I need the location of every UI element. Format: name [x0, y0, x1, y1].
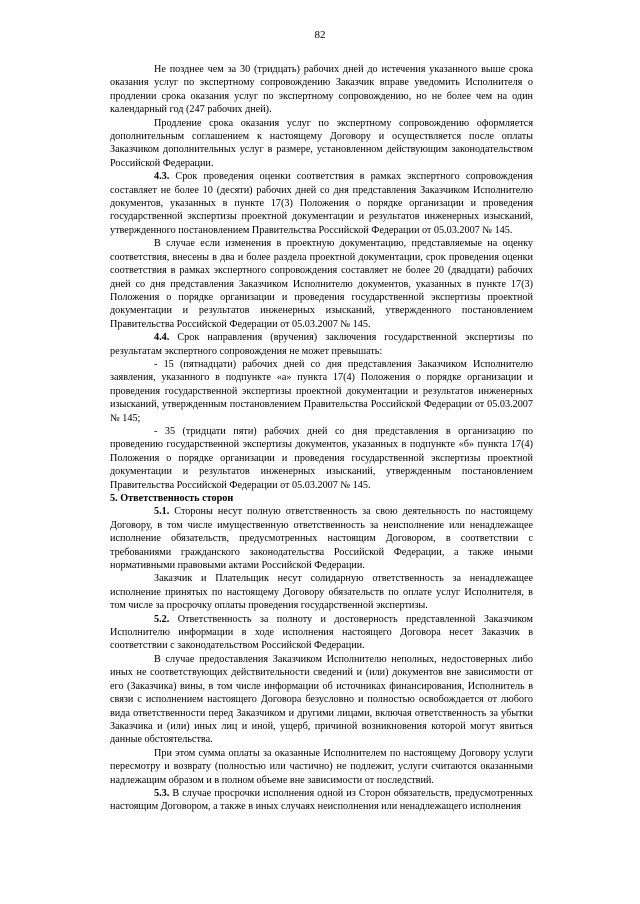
- page-number: 82: [314, 29, 326, 41]
- section-heading: 5. Ответственность сторон: [110, 493, 234, 504]
- clause-number: 5.3.: [154, 787, 170, 799]
- paragraph-5-1: 5.1. Стороны несут полную ответственность за свою деятельность по настоящему Договору, в том числе имущественную ответственность за неисполнение или ненадлежащее исполнение обязательств, предусмотренных настоящим Договором, в соответствии с требованиями гражданского законодательства Российской Федерации, а также иными нормативными правовыми актами Российской Федерации.: [110, 506, 534, 572]
- paragraph: При этом сумма оплаты за оказанные Исполнителем по настоящему Договору услуги пересмотру и возврату (полностью или частично) не подлежит, услуги считаются оказанными надлежащим образом и в полном объеме вне зависимости от последствий.: [110, 747, 533, 786]
- paragraph: В случае предоставления Заказчиком Исполнителю неполных, недостоверных либо иных не соответствующих действительности сведений и (или) документов вне зависимости от его (Заказчика) вины, в том числе информации об источниках финансирования, Исполнитель в связи с исполнением настоящего Договора безусловно и полностью освобождается от любого вида ответственности перед Заказчиком и другими лицами, включая ответственность за убытки Заказчика и (или) иных лиц и иной, ущерб, причиной возникновения которой могут явиться данные обстоятельства.: [110, 653, 533, 746]
- paragraph-5-3: 5.3. В случае просрочки исполнения одной из Сторон обязательств, предусмотренных настоящим Договором, а также в иных случаях неисполнения или ненадлежащего исполнения: [110, 787, 533, 813]
- list-item: - 35 (тридцати пяти) рабочих дней со дня представления в организацию по проведению государственной экспертизы документов, указанных в подпункте «б» пункта 17(4) Положения о порядке организации и проведения государственной экспертизы проектной документации и результатов инженерных изысканий, утвержденным постановлением Правительства Российской Федерации от 05.03.2007 № 145.: [110, 425, 533, 491]
- document-body: [110, 63, 533, 814]
- paragraph: Заказчик и Плательщик несут солидарную ответственность за ненадлежащее исполнение принятых по настоящему Договору обязательств по оплате услуг Исполнителя, в том числе за просрочку оплаты проведения государственной экспертизы.: [110, 573, 533, 612]
- list-item: - 15 (пятнадцати) рабочих дней со дня представления Заказчиком Исполнителю заявления, указанного в подпункте «а» пункта 17(4) Положения о порядке организации и проведения государственной экспертизы проектной документации и результатов инженерных изысканий, утвержденным постановлением Правительства Российской Федерации от 05.03.2007 № 145;: [110, 358, 533, 424]
- paragraph-5-2: 5.2. Ответственность за полноту и достоверность представленной Заказчиком Исполнителю информации в ходе исполнения настоящего Договора несет Заказчик в соответствии с законодательством Российской Федерации.: [110, 613, 533, 652]
- clause-number: 4.3.: [154, 171, 170, 183]
- paragraph: В случае если изменения в проектную документацию, представляемые на оценку соответствия, внесены в два и более раздела проектной документации, срок проведения оценки соответствия в рамках экспертного сопровождения составляет не более 20 (двадцати) рабочих дней со дня представления Заказчиком Исполнителю документов, указанных в пункте 17(3) Положения о порядке организации и проведения государственной экспертизы проектной документации и результатов инженерных изысканий, утвержденного постановлением Правительства Российской Федерации от 05.03.2007 № 145.: [110, 238, 533, 330]
- clause-number: 5.2.: [154, 613, 170, 625]
- clause-number: 4.4.: [154, 332, 170, 344]
- paragraph: Продление срока оказания услуг по экспертному сопровождению оформляется дополнительным соглашением к настоящему Договору и осуществляется после оплаты Заказчиком дополнительных услуг в размере, установленном действующим законодательством Российской Федерации.: [110, 117, 533, 169]
- paragraph-4-4: 4.4. Срок направления (вручения) заключения государственной экспертизы по результатам экспертного сопровождения не может превышать:: [110, 332, 533, 357]
- clause-number: 5.1.: [154, 506, 170, 518]
- paragraph-4-3: 4.3. Срок проведения оценки соответствия в рамках экспертного сопровождения составляет не более 10 (десяти) рабочих дней со дня представления Заказчиком Исполнителю документов, указанных в пункте 17(3) Положения о порядке организации и проведения государственной экспертизы проектной документации и результатов инженерных изысканий, утвержденного постановлением Правительства Российской Федерации от 05.03.2007 № 145.: [110, 171, 533, 236]
- paragraph: Не позднее чем за 30 (тридцать) рабочих дней до истечения указанного выше срока оказания услуг по экспертному сопровождению Заказчик вправе уведомить Исполнителя о продлении срока оказания услуг по экспертному сопровождению, но не более чем на один календарный год (247 рабочих дней).: [110, 64, 533, 116]
